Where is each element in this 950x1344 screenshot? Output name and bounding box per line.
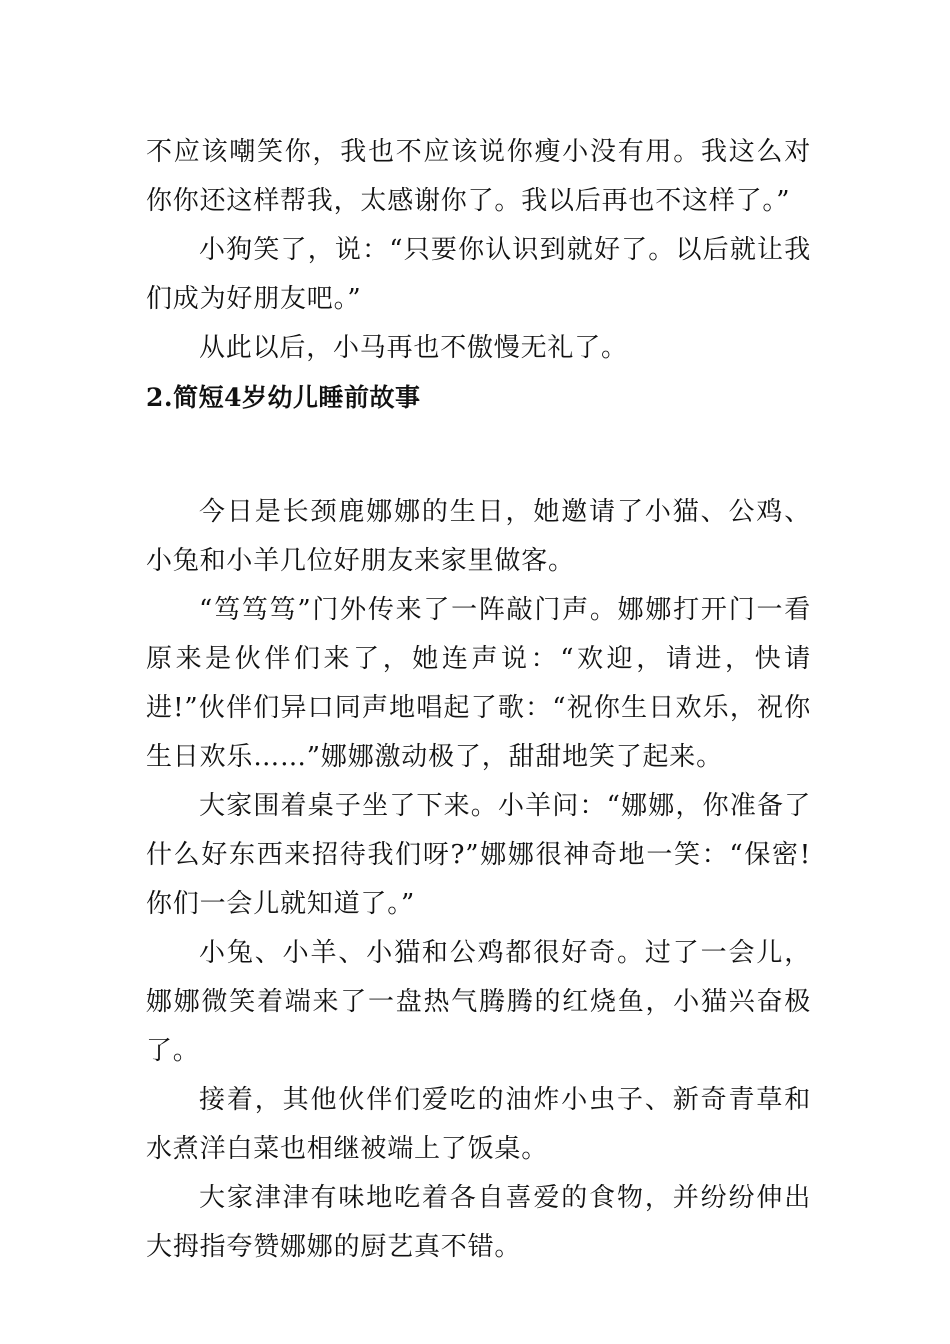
story-paragraph: 今日是长颈鹿娜娜的生日，她邀请了小猫、公鸡、小兔和小羊几位好朋友来家里做客。 xyxy=(146,497,811,576)
section-heading: 2.简短4岁幼儿睡前故事 xyxy=(146,383,421,412)
story-paragraph: 大家津津有味地吃着各自喜爱的食物，并纷纷伸出大拇指夸赞娜娜的厨艺真不错。 xyxy=(146,1183,811,1262)
story-paragraph: 大家围着桌子坐了下来。小羊问：“娜娜，你准备了什么好东西来招待我们呀?”娜娜很神奇地一笑：“保密!你们一会儿就知道了。” xyxy=(146,791,811,919)
story-paragraph: 接着，其他伙伴们爱吃的油炸小虫子、新奇青草和水煮洋白菜也相继被端上了饭桌。 xyxy=(146,1085,811,1164)
section-spacer xyxy=(146,422,811,488)
document-page xyxy=(146,128,811,1272)
story-paragraph: “笃笃笃”门外传来了一阵敲门声。娜娜打开门一看原来是伙伴们来了，她连声说：“欢迎，请进，快请进!”伙伴们异口同声地唱起了歌：“祝你生日欢乐，祝你生日欢乐……”娜娜激动极了，甜甜地笑了起来。 xyxy=(146,595,811,772)
story-paragraph: 从此以后，小马再也不傲慢无礼了。 xyxy=(199,333,628,363)
story-paragraph: 小兔、小羊、小猫和公鸡都很好奇。过了一会儿，娜娜微笑着端来了一盘热气腾腾的红烧鱼，小猫兴奋极了。 xyxy=(146,938,811,1066)
story-continuation-paragraph: 不应该嘲笑你，我也不应该说你瘦小没有用。我这么对你你还这样帮我，太感谢你了。我以后再也不这样了。” xyxy=(146,137,811,216)
story-paragraph: 小狗笑了，说：“只要你认识到就好了。以后就让我们成为好朋友吧。” xyxy=(146,235,811,314)
